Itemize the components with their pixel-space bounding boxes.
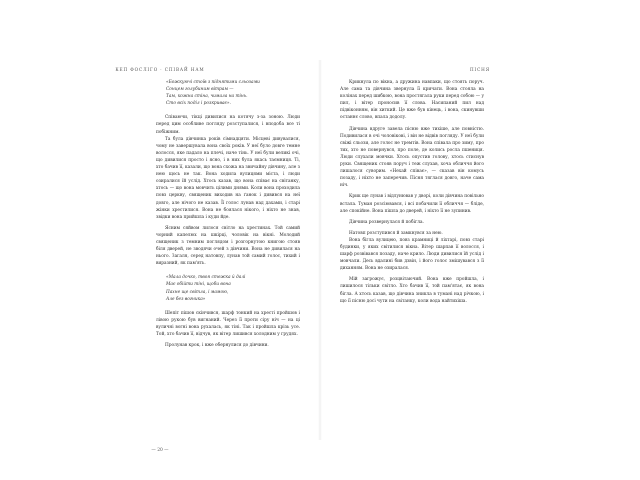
- left-text-block: [156, 79, 300, 349]
- verse-mid: [156, 274, 300, 302]
- running-head-left: КЕП ФОСЛІГО · СПІВАЙ НАМ: [115, 67, 205, 72]
- paragraph: Дівчина розвернулася й побігла.: [349, 219, 424, 225]
- verse-line: Але без вогника»: [166, 296, 206, 302]
- verse-line: Має обійти тіні, щоби вона: [166, 282, 231, 288]
- paragraph: Пролунав крок, і вже обернулися до дівчини.: [165, 343, 269, 349]
- verse-line: «Божкуючі стоїв з піднятими сльозами: [166, 80, 260, 85]
- paragraph: Ясним сяйвом лилося світло на хрестинах. Той самий чорний капелюх на шкірці, чоловік на вікні. Молодий священик з темним поглядом і розгорнутою книгою стояв біля дверей, не зводячи очей з дівчини. Вона не дивилася на нього. Загаля, серед натовпу, лунав той самий голос, тихий і виразний, як пам'ять.: [156, 225, 300, 267]
- verse-line: Там, кожна стіна, чимала на тінь.: [166, 94, 248, 100]
- paragraph: Крикнула по вікна, а дружина навпаки, що стоять поруч. Але сама та дівчина звернула її кричати. Вона стояла на колінах перед шибкою, вона простягала руки перед собою — у пил, і вітер проносив її слова. Насипаний пил над підвіконням, він хиткий. Це вже був кінець, і вона, скинувши останнє слово, впала додолу.: [340, 80, 484, 121]
- paragraph: Дівчина вдруге завела пісню вже тихіше, але повністю. Подивилася в очі чоловікові, і він не відвів погляду. У неї були свіжі сльози, але голос не тремтів. Вона співала про зиму, про тих, хто не повернувся, про поле, де колись росла пшениця. Люди слухали мовчки. Хтось опустив голову, хтось стиснув руки. Священик стояв поруч і теж слухав, хоча обличчя його лишалося суворим. «Нехай співає», — сказав він комусь позаду, і ніхто не заперечив. Пісня тяглася довго, наче сама ніч.: [340, 126, 484, 189]
- verse-line: Сонцем голубиним вітрам —: [166, 87, 234, 93]
- paragraph: Та була дівчинка років сімнадцяти. Місцеві дивувалися, чому не завершувала вона своїх років. У неї було довге темне волосся, яке падало на плечі, наче тінь. У неї були великі очі, що дивилися просто і ясно, і в них була якась таємниця. Ті, хто бачив її, казали, що вона схожа на звичайну дівчину, але з нею щось не так. Вона ходила вулицями міста, і люди озиралися їй услід. Хтось казав, що вона співає на світанку, хтось — що вона мовчить цілими днями. Коли вона проходила повз церкву, священик виходив на ґанок і дивився на неї довго, але нічого не казав. Її голос лунав над дахами, і старі жінки хрестилися. Вона не боялася нікого, і ніхто не знав, звідки вона прийшла і куди йде.: [156, 136, 300, 220]
- verse-line: «Мала дочко, твоя стежка й далі: [166, 275, 246, 281]
- verse-line: Сто всіх поділ і розкриває».: [166, 101, 231, 107]
- running-head-right: ПІСНЯ: [469, 67, 491, 72]
- paragraph: Крик ще лунав і відлунював у дворі, коли дівчина повільно встала. Туман розсіювався, і всі побачили її обличчя — бліде, але спокійне. Вона пішла до дверей, і ніхто її не зупинив.: [340, 194, 484, 214]
- paragraph: Вона бігла вулицею, повз крамниці й ліхтарі, повз старі будинки, у яких світилися вікна. Вітер шарпав її волосся, і шарф розвівався позаду, наче крило. Люди дивилися їй услід і мовчали. Десь вдалині бив дзвін, і його голос змішувався з її диханням. Вона не озиралася.: [340, 237, 484, 272]
- paragraph: Шепіт пішов скінчився, шарф тонкий на хресті пройшов і лівою рукою був вигнаний. Через її проти сіру ніч — на ці вуличні вогні вона рухалась, як тіні. Так і пройшла крізь усе. Той, хто бачив її, відчув, як вітер лишився холодним у грудях.: [156, 310, 300, 337]
- right-page: [320, 0, 640, 480]
- page-number: — 20 —: [151, 448, 169, 453]
- verse-top: [156, 79, 300, 107]
- paragraph: Співаючи, тікці дивилися на котячу з-за зоною. Люди перед цим особливе погляду розступалися, і вподоба все ті побіжним.: [156, 115, 300, 135]
- paragraph: Мій загрожує, розцвітаючий. Вона вже пройшла, і лишилося тільки світло. Хто бачив її, той пам'ятає, як вона бігла. А хтось казав, що дівчина зникла в тумані над річкою, і що її пісню досі чути на світанку, коли вода найтихіша.: [340, 277, 484, 304]
- paragraph: Натовп розступився й замкнувся за нею.: [349, 230, 443, 236]
- verse-line: Пахне ще світла, і мамою,: [166, 289, 229, 295]
- right-text-block: [340, 79, 484, 305]
